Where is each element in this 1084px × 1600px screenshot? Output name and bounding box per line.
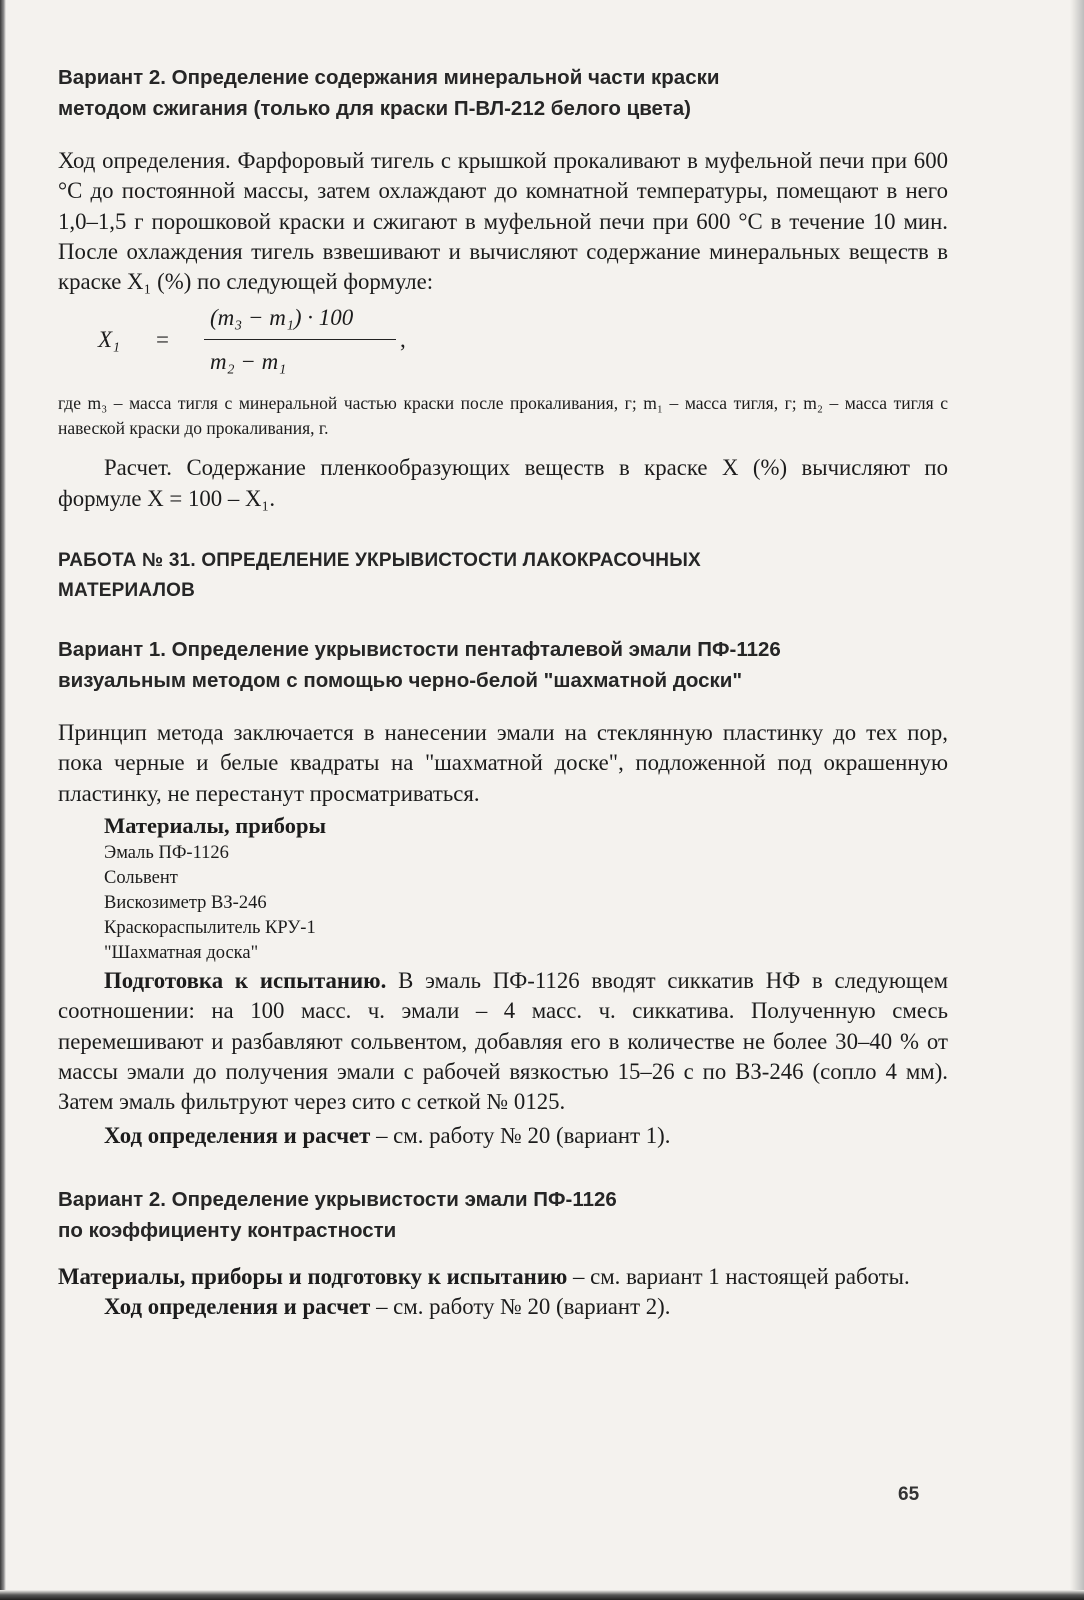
work31-heading-line1: РАБОТА № 31. ОПРЕДЕЛЕНИЕ УКРЫВИСТОСТИ ЛАКОКРАСОЧНЫХ bbox=[58, 550, 701, 572]
materials-list bbox=[104, 841, 948, 966]
section-variant2-contrast bbox=[58, 1184, 948, 1323]
page-content bbox=[58, 62, 948, 1322]
section-variant1 bbox=[58, 634, 948, 1152]
variant1-procedure-paragraph bbox=[58, 1121, 948, 1151]
calc-lead: Расчет. bbox=[104, 455, 172, 481]
materials-title: Материалы, приборы bbox=[104, 812, 327, 838]
variant1-heading-line1: Вариант 1. Определение укрывистости пентафталевой эмали ПФ-1126 bbox=[58, 638, 781, 662]
variant2-heading-line2: методом сжигания (только для краски П-ВЛ-212 белого цвета) bbox=[58, 97, 691, 120]
variant2b-materials-lead: Материалы, приборы и подготовку к испытанию bbox=[58, 1263, 568, 1289]
formula-trailing: , bbox=[400, 327, 406, 353]
list-item: Сольвент bbox=[104, 867, 178, 888]
formula-x1 bbox=[98, 305, 948, 383]
variant1-heading-line2: визуальным методом с помощью черно-белой "шахматной доски" bbox=[58, 669, 743, 693]
calc-paragraph bbox=[58, 453, 948, 514]
variant1-procedure-lead: Ход определения и расчет bbox=[104, 1123, 371, 1149]
list-item: Краскораспылитель КРУ-1 bbox=[104, 917, 316, 938]
formula-denominator: m₂ − m₁ bbox=[210, 349, 287, 375]
page-edge-left bbox=[0, 0, 6, 1600]
variant2-heading-line1: Вариант 2. Определение содержания минеральной части краски bbox=[58, 66, 720, 89]
variant2b-materials-paragraph bbox=[58, 1262, 948, 1292]
list-item: Вискозиметр ВЗ-246 bbox=[104, 892, 267, 913]
page-number: 65 bbox=[898, 1484, 920, 1505]
procedure-text: Фарфоровый тигель с крышкой прокаливают в муфельной печи при 600 °С до постоянной массы, затем охлаждают до комнатной температуры, помещают в него 1,0–1,5 г порошковой краски и сжигают в муфельной печи при 600 °С в течение 10 мин. После охлаждения тигель взвешивают и вычисляют содержание минеральных веществ в краске X₁ (%) по следующей формуле: bbox=[58, 148, 948, 295]
prep-paragraph bbox=[58, 966, 948, 1117]
where-note: где m₃ – масса тигля с минеральной частью краски после прокаливания, г; m₁ – масса тигля, г; m₂ – масса тигля с навеской краски до прокаливания, г. bbox=[58, 393, 948, 439]
variant2b-procedure-text: – см. работу № 20 (вариант 2). bbox=[370, 1294, 671, 1320]
list-item: Эмаль ПФ-1126 bbox=[104, 842, 229, 863]
principle-paragraph: Принцип метода заключается в нанесении эмали на стеклянную пластинку до тех пор, пока черные и белые квадраты на "шахматной доске", подложенной под окрашенную пластинку, не перестанут просматриваться. bbox=[58, 720, 948, 806]
list-item: "Шахматная доска" bbox=[104, 942, 259, 963]
page-edge-bottom bbox=[0, 1590, 1084, 1600]
variant2b-materials-text: – см. вариант 1 настоящей работы. bbox=[567, 1263, 910, 1289]
section-work31 bbox=[58, 546, 948, 606]
formula-numerator: (m₃ − m₁) · 100 bbox=[210, 305, 354, 331]
calc-text: Содержание пленкообразующих веществ в краске X (%) вычисляют по формуле X = 100 – X₁. bbox=[58, 455, 948, 511]
work31-heading bbox=[58, 546, 948, 606]
prep-text: В эмаль ПФ-1126 вводят сиккатив НФ в следующем соотношении: на 100 масс. ч. эмали – 4 масс. ч. сиккатива. Полученную смесь перемешивают и разбавляют сольвентом, добавляя его в количестве не более 30–40 % от массы эмали до получения эмали с рабочей вязкостью 15–26 с по ВЗ-246 (сопло 4 мм). Затем эмаль фильтруют через сито с сеткой № 0125. bbox=[58, 967, 948, 1115]
prep-lead: Подготовка к испытанию. bbox=[104, 967, 387, 993]
formula-equals: = bbox=[156, 327, 169, 353]
formula-lhs: X₁ bbox=[98, 327, 121, 353]
variant1-procedure-text: – см. работу № 20 (вариант 1). bbox=[370, 1123, 671, 1149]
variant2-heading bbox=[58, 62, 948, 124]
variant2b-procedure-lead: Ход определения и расчет bbox=[104, 1294, 371, 1320]
section-variant2-mineral bbox=[58, 62, 948, 514]
variant1-heading bbox=[58, 634, 948, 696]
procedure-lead: Ход определения. bbox=[58, 148, 231, 173]
variant2b-heading bbox=[58, 1184, 948, 1246]
formula-fraction-bar bbox=[204, 339, 396, 340]
variant2b-procedure-paragraph bbox=[58, 1292, 948, 1322]
variant2b-heading-line2: по коэффициенту контрастности bbox=[58, 1218, 397, 1242]
variant2-procedure-paragraph bbox=[58, 146, 948, 297]
variant2b-heading-line1: Вариант 2. Определение укрывистости эмали ПФ-1126 bbox=[58, 1187, 617, 1211]
page-edge-right bbox=[1070, 0, 1084, 1600]
work31-heading-line2: МАТЕРИАЛОВ bbox=[58, 580, 195, 602]
